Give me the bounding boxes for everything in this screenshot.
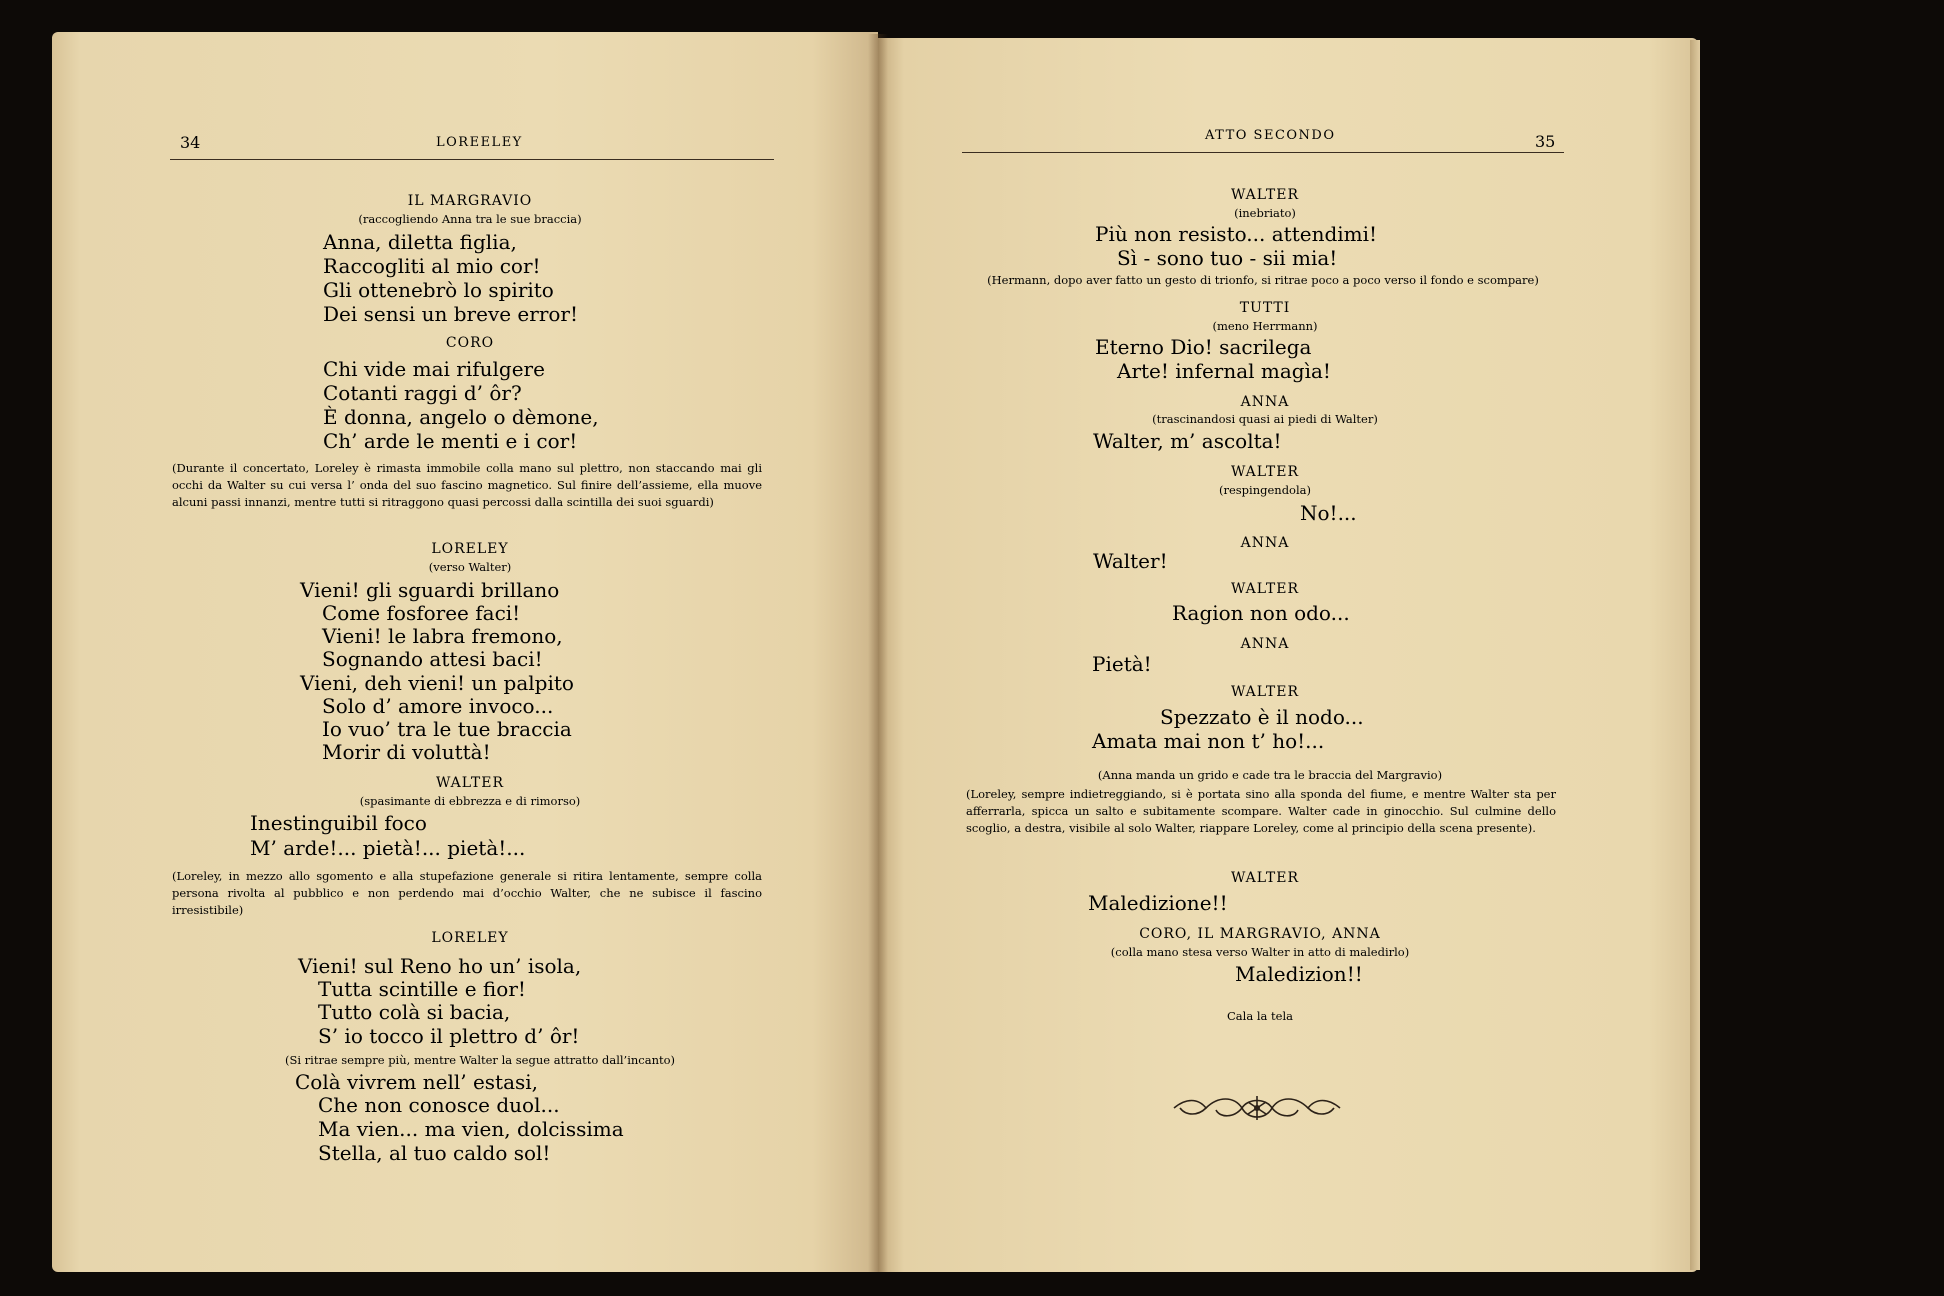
verse-line: Tutto colà si bacia, [318,1000,511,1024]
verse-line: Colà vivrem nell’ estasi, [295,1070,539,1094]
stage-direction-paragraph: (Durante il concertato, Loreley è rimasta immobile colla mano sul plettro, non staccando mai gli occhi da Walter su cui versa l’ onda del suo fascino magnetico. Sul finire dell’assieme, ella muove alcuni passi innanzi, mentre tutti si ritraggono quasi percossi dalla scintilla dei suoi sguardi) [172,461,762,509]
verse-line: È donna, angelo o dèmone, [323,405,599,429]
verse-line: Eterno Dio! sacrilega [1095,335,1312,359]
verse-line: Sognando attesi baci! [322,647,543,671]
verse-line: Più non resisto... attendimi! [1095,222,1378,246]
header-rule-right [962,152,1564,153]
speaker-loreley: LORELEY [431,930,509,946]
verse-line: Dei sensi un breve error! [323,302,579,326]
verse-line: No!... [1300,501,1357,525]
stage-direction: (verso Walter) [428,560,512,574]
speaker-walter: WALTER [1230,684,1300,700]
verse-line: Vieni! sul Reno ho un’ isola, [298,954,582,978]
stage-direction: (raccogliendo Anna tra le sue braccia) [358,212,582,226]
verse-line: Spezzato è il nodo... [1160,705,1364,729]
verse-line: Cotanti raggi d’ ôr? [323,381,522,405]
speaker-anna: ANNA [1240,535,1290,551]
verse-line: M’ arde!... pietà!... pietà!... [250,836,526,860]
verse-line: Amata mai non t’ ho!... [1092,729,1325,753]
stage-direction-paragraph: (Loreley, in mezzo allo sgomento e alla stupefazione generale si ritira lentamente, sempre colla persona rivolta al pubblico e non perdendo mai d’occhio Walter, che ne subisce il fascino irresistibile) [172,869,762,917]
book-gutter [868,34,888,1272]
verse-line: Anna, diletta figlia, [323,230,517,254]
verse-line: Che non conosce duol... [318,1093,560,1117]
running-head-left: LOREELEY [436,135,523,150]
verse-line: Ma vien... ma vien, dolcissima [318,1117,624,1141]
stage-direction: (colla mano stesa verso Walter in atto di maledirlo) [1110,945,1410,959]
speaker-margravio: IL MARGRAVIO [407,193,533,209]
speaker-anna: ANNA [1240,636,1290,652]
speaker-walter: WALTER [1230,187,1300,203]
verse-line: Maledizione!! [1088,891,1228,915]
verse-line: Gli ottenebrò lo spirito [323,278,554,302]
verse-line: Walter, m’ ascolta! [1093,429,1282,453]
verse-line: Vieni! gli sguardi brillano [300,578,560,602]
running-head-right: ATTO SECONDO [1205,128,1336,143]
speaker-tutti: TUTTI [1239,300,1291,316]
verse-line: Inestinguibil foco [250,811,427,835]
verse-line: Vieni! le labra fremono, [322,624,563,648]
stage-direction: (Si ritrae sempre più, mentre Walter la segue attratto dall’incanto) [284,1053,676,1067]
ornament-flourish-icon [1172,1092,1342,1128]
stage-direction: (trascinandosi quasi ai piedi di Walter) [1152,412,1378,426]
verse-line: Sì - sono tuo - sii mia! [1117,246,1338,270]
verse-line: Stella, al tuo caldo sol! [318,1141,551,1165]
verse-line: Vieni, deh vieni! un palpito [300,671,574,695]
speaker-walter: WALTER [1230,870,1300,886]
speaker-walter: WALTER [1230,464,1300,480]
header-rule-left [170,159,774,160]
speaker-walter: WALTER [1230,581,1300,597]
stage-direction: (Hermann, dopo aver fatto un gesto di trionfo, si ritrae poco a poco verso il fondo e scompare) [987,273,1539,287]
verse-line: Raccogliti al mio cor! [323,254,541,278]
page-number-right: 35 [1535,132,1556,151]
curtain-note: Cala la tela [1227,1009,1293,1023]
verse-line: Ragion non odo... [1172,601,1350,625]
verse-line: Chi vide mai rifulgere [323,357,545,381]
stage-direction: (Anna manda un grido e cade tra le braccia del Margravio) [1097,768,1443,782]
verse-line: Arte! infernal magìa! [1117,359,1331,383]
stage-direction: (inebriato) [1234,206,1296,220]
verse-line: Pietà! [1092,652,1152,676]
stage-direction-paragraph: (Loreley, sempre indietreggiando, si è portata sino alla sponda del fiume, e mentre Walter sta per afferrarla, spicca un salto e subitamente scompare. Walter cade in ginocchio. Sul culmine dello scoglio, a destra, visibile al solo Walter, riappare Loreley, come al principio della scena presente). [966,787,1556,835]
speaker-loreley: LORELEY [431,541,509,557]
speaker-coro-margravio-anna: CORO, IL MARGRAVIO, ANNA [1139,926,1381,942]
page-edge [1690,40,1700,1270]
verse-line: Morir di voluttà! [322,740,491,764]
verse-line: Maledizion!! [1235,962,1363,986]
verse-line: Ch’ arde le menti e i cor! [323,429,578,453]
page-number-left: 34 [180,133,201,152]
stage-direction: (meno Herrmann) [1212,319,1318,333]
verse-line: Solo d’ amore invoco... [322,694,554,718]
speaker-walter: WALTER [435,775,505,791]
verse-line: Come fosforee faci! [322,601,521,625]
speaker-anna: ANNA [1240,394,1290,410]
speaker-coro: CORO [445,335,495,351]
verse-line: Io vuo’ tra le tue braccia [322,717,572,741]
stage-direction: (spasimante di ebbrezza e di rimorso) [359,794,581,808]
verse-line: S’ io tocco il plettro d’ ôr! [318,1024,580,1048]
stage-direction: (respingendola) [1218,483,1312,497]
verse-line: Walter! [1093,549,1168,573]
verse-line: Tutta scintille e fior! [318,977,526,1001]
